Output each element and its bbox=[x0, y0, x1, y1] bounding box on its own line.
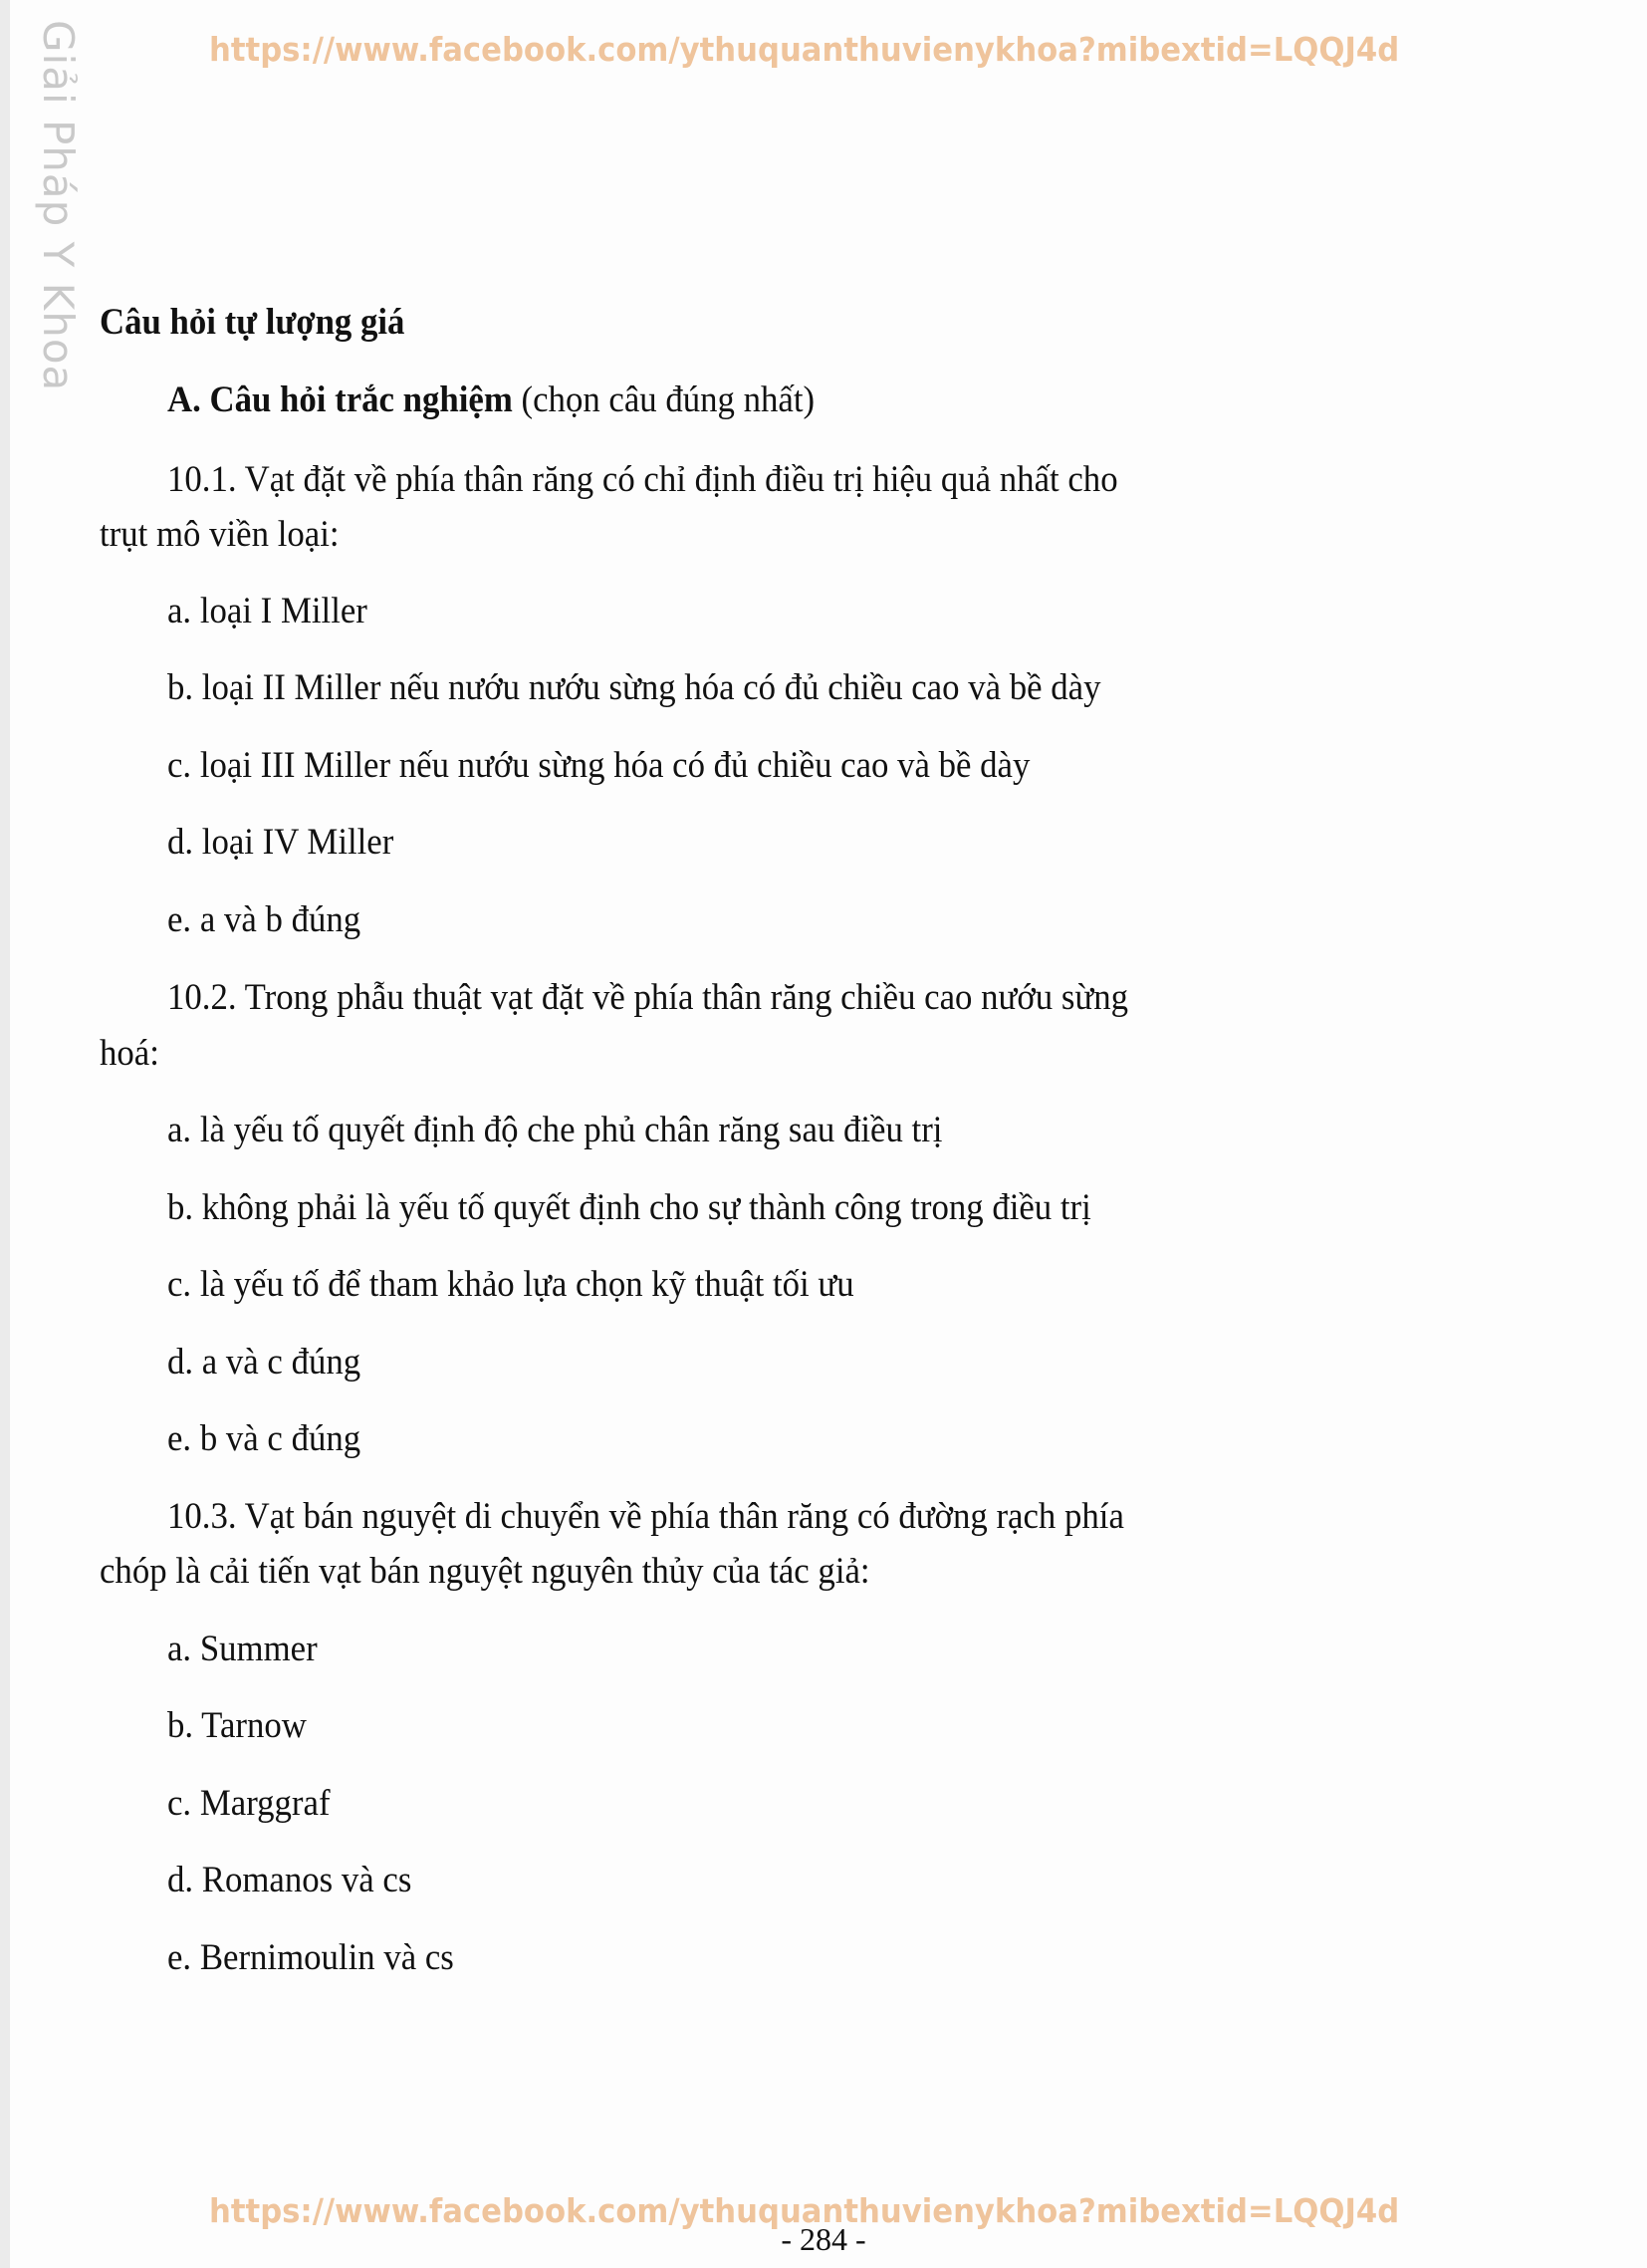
side-watermark: Giải Pháp Y Khoa bbox=[34, 20, 83, 392]
question-10-3-option-b: b. Tarnow bbox=[167, 1705, 307, 1746]
subsection-heading bbox=[167, 378, 815, 421]
page-edge bbox=[0, 0, 10, 2268]
question-10-2-stem-line2: hoá: bbox=[100, 1033, 159, 1074]
question-10-2-option-e: e. b và c đúng bbox=[167, 1418, 361, 1459]
question-10-2-stem-line1: 10.2. Trong phẫu thuật vạt đặt về phía thân răng chiều cao nướu sừng bbox=[167, 977, 1129, 1018]
section-title: Câu hỏi tự lượng giá bbox=[100, 302, 405, 343]
url-watermark-bottom: https://www.facebook.com/ythuquanthuvienykhoa?mibextid=LQQJ4d bbox=[209, 2191, 1400, 2230]
url-watermark-top: https://www.facebook.com/ythuquanthuvienykhoa?mibextid=LQQJ4d bbox=[209, 30, 1400, 69]
question-10-3-stem-line2: chóp là cải tiến vạt bán nguyệt nguyên thủy của tác giả: bbox=[100, 1551, 870, 1592]
question-10-2-option-c: c. là yếu tố để tham khảo lựa chọn kỹ thuật tối ưu bbox=[167, 1264, 854, 1305]
question-10-2-option-b: b. không phải là yếu tố quyết định cho sự thành công trong điều trị bbox=[167, 1187, 1091, 1228]
question-10-3-option-d: d. Romanos và cs bbox=[167, 1860, 412, 1900]
subsection-label: A. Câu hỏi trắc nghiệm bbox=[167, 379, 513, 420]
question-10-1-option-c: c. loại III Miller nếu nướu sừng hóa có đủ chiều cao và bề dày bbox=[167, 745, 1031, 786]
question-10-1-option-a: a. loại I Miller bbox=[167, 591, 367, 631]
question-10-1-option-e: e. a và b đúng bbox=[167, 899, 361, 940]
question-10-1-stem-line1: 10.1. Vạt đặt về phía thân răng có chỉ định điều trị hiệu quả nhất cho bbox=[167, 459, 1118, 500]
question-10-1-stem-line2: trụt mô viền loại: bbox=[100, 514, 340, 555]
question-10-2-option-d: d. a và c đúng bbox=[167, 1342, 361, 1383]
question-10-3-option-e: e. Bernimoulin và cs bbox=[167, 1937, 454, 1978]
question-10-1-option-d: d. loại IV Miller bbox=[167, 822, 394, 863]
question-10-2-option-a: a. là yếu tố quyết định độ che phủ chân răng sau điều trị bbox=[167, 1110, 943, 1150]
subsection-note: (chọn câu đúng nhất) bbox=[512, 379, 816, 420]
question-10-3-option-a: a. Summer bbox=[167, 1629, 318, 1669]
question-10-3-stem-line1: 10.3. Vạt bán nguyệt di chuyển về phía thân răng có đường rạch phía bbox=[167, 1496, 1124, 1537]
page-number: - 284 - bbox=[781, 2221, 866, 2257]
question-10-3-option-c: c. Marggraf bbox=[167, 1783, 331, 1824]
question-10-1-option-b: b. loại II Miller nếu nướu nướu sừng hóa có đủ chiều cao và bề dày bbox=[167, 667, 1101, 708]
